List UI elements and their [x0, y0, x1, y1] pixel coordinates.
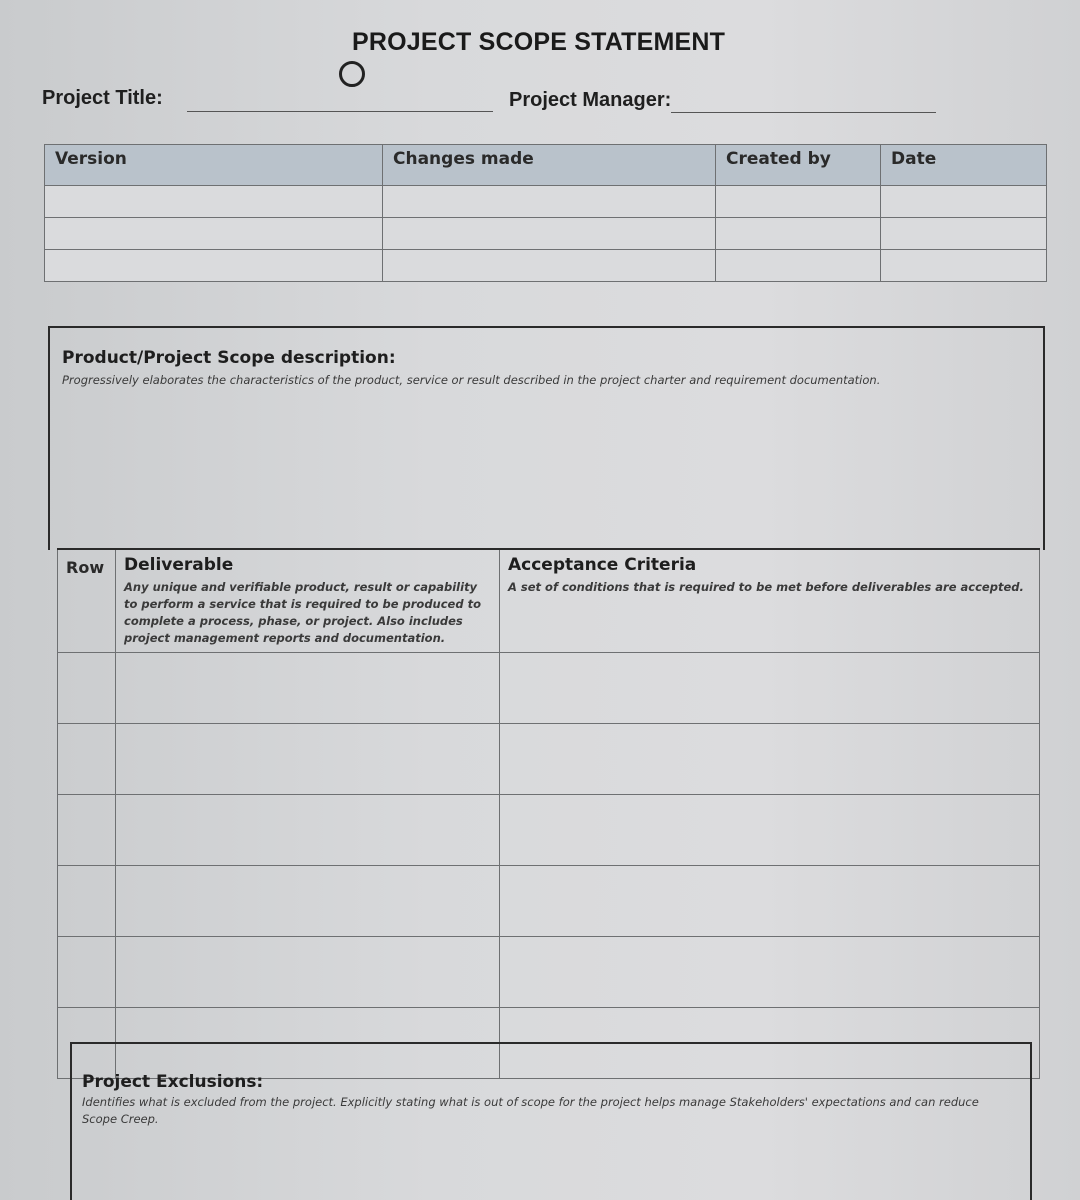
- table-cell[interactable]: [45, 218, 383, 250]
- table-cell[interactable]: [58, 937, 116, 1008]
- table-cell[interactable]: [881, 250, 1047, 282]
- table-cell[interactable]: [881, 218, 1047, 250]
- table-cell[interactable]: [500, 795, 1040, 866]
- table-cell[interactable]: [45, 186, 383, 218]
- scope-description-heading: Product/Project Scope description:: [62, 348, 396, 368]
- table-cell[interactable]: [58, 866, 116, 937]
- deliverable-header: Deliverable: [124, 555, 234, 575]
- table-cell[interactable]: [500, 724, 1040, 795]
- deliverables-header-row: [58, 549, 1040, 653]
- deliverables-table: [57, 548, 1040, 1079]
- created-by-header: Created by: [716, 145, 881, 186]
- table-cell[interactable]: [383, 250, 716, 282]
- project-title-label: Project Title:: [42, 87, 163, 109]
- table-cell[interactable]: [383, 218, 716, 250]
- table-cell[interactable]: [116, 653, 500, 724]
- changes-made-header: Changes made: [383, 145, 716, 186]
- table-cell[interactable]: [116, 866, 500, 937]
- table-row: [45, 186, 1047, 218]
- version-header: Version: [45, 145, 383, 186]
- project-exclusions-heading: Project Exclusions:: [82, 1072, 264, 1092]
- table-cell[interactable]: [58, 724, 116, 795]
- table-cell[interactable]: [716, 218, 881, 250]
- table-cell[interactable]: [383, 186, 716, 218]
- acceptance-header-cell: [500, 549, 1040, 653]
- table-row: [58, 937, 1040, 1008]
- table-cell[interactable]: [500, 653, 1040, 724]
- row-header: Row: [58, 549, 116, 653]
- scope-description-text: Progressively elaborates the characteristics of the product, service or result described in the project charter and requirement documentation.: [62, 373, 881, 387]
- scope-description-section[interactable]: [48, 326, 1045, 550]
- table-cell[interactable]: [881, 186, 1047, 218]
- deliverable-header-cell: [116, 549, 500, 653]
- project-title-field[interactable]: [187, 111, 493, 112]
- table-cell[interactable]: [716, 250, 881, 282]
- table-row: [45, 218, 1047, 250]
- table-row: [58, 795, 1040, 866]
- table-row: [58, 653, 1040, 724]
- table-row: [58, 724, 1040, 795]
- table-cell[interactable]: [500, 866, 1040, 937]
- project-exclusions-section[interactable]: [70, 1042, 1032, 1200]
- table-row: [58, 866, 1040, 937]
- version-table-header-row: [45, 145, 1047, 186]
- circle-cursor-icon: [339, 61, 365, 87]
- table-cell[interactable]: [500, 937, 1040, 1008]
- acceptance-criteria-description: A set of conditions that is required to be met before deliverables are accepted.: [508, 580, 1024, 594]
- document-title: PROJECT SCOPE STATEMENT: [352, 28, 726, 56]
- table-cell[interactable]: [116, 795, 500, 866]
- project-manager-field[interactable]: [671, 112, 936, 113]
- table-cell[interactable]: [58, 653, 116, 724]
- table-cell[interactable]: [716, 186, 881, 218]
- table-cell[interactable]: [45, 250, 383, 282]
- project-exclusions-text: Identifies what is excluded from the project. Explicitly stating what is out of scope for the project helps manage Stakeholders' expectations and can reduce Scope Creep.: [82, 1095, 979, 1126]
- table-cell[interactable]: [116, 937, 500, 1008]
- deliverable-description: Any unique and verifiable product, result or capability to perform a service that is required to be produced to complete a process, phase, or project. Also includes project management reports and documentation.: [124, 580, 481, 645]
- table-cell[interactable]: [116, 724, 500, 795]
- version-history-table: [44, 144, 1047, 282]
- date-header: Date: [881, 145, 1047, 186]
- table-cell[interactable]: [58, 795, 116, 866]
- project-manager-label: Project Manager:: [509, 89, 672, 111]
- acceptance-criteria-header: Acceptance Criteria: [508, 555, 697, 575]
- table-row: [45, 250, 1047, 282]
